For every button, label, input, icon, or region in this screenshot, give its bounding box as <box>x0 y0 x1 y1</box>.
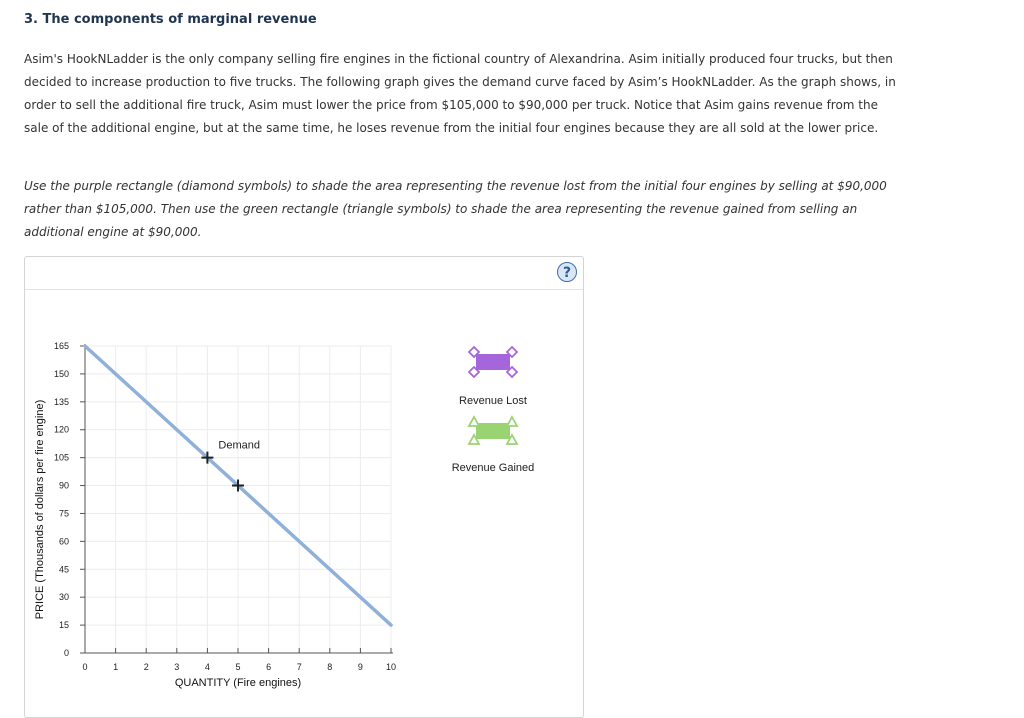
instructions-paragraph: Use the purple rectangle (diamond symbols) to shade the area representing the revenue lost from the initial four engines by selling at $90,000 rather than $105,000. Then use the green rectangle (triangle symbols) to shade the area representing the revenue gained from selling an additional engine at $90,000. <box>24 179 887 239</box>
y-tick-label: 60 <box>58 536 69 547</box>
x-tick-label: 7 <box>296 662 302 672</box>
intro-paragraph: Asim's HookNLadder is the only company selling fire engines in the fictional country of Alexandrina. Asim initially produced four trucks, but then decided to increase production to five trucks. The following graph gives the demand curve faced by Asim’s HookNLadder. As the graph shows, in order to sell the additional fire truck, Asim must lower the price from $105,000 to $90,000 per truck. Notice that Asim gains revenue from the sale of the additional engine, but at the same time, he loses revenue from the initial four engines because they are all sold at the lower price. <box>24 52 896 135</box>
y-tick-label: 75 <box>58 508 69 519</box>
section-heading: 3. The components of marginal revenue <box>24 12 317 27</box>
y-tick-label: 105 <box>53 452 69 463</box>
x-axis-label: QUANTITY (Fire engines) <box>174 677 302 689</box>
y-tick-label: 120 <box>53 424 69 435</box>
x-tick-label: 10 <box>385 662 397 672</box>
x-tick-label: 0 <box>82 662 88 672</box>
y-tick-label: 0 <box>63 648 69 658</box>
x-tick-label: 8 <box>327 662 333 672</box>
y-tick-label: 45 <box>58 564 69 575</box>
y-tick-label: 15 <box>58 620 69 631</box>
y-tick-label: 135 <box>53 396 69 407</box>
y-tick-label: 90 <box>58 480 69 491</box>
y-tick-label: 30 <box>58 592 69 603</box>
x-tick-label: 3 <box>174 662 180 672</box>
x-tick-label: 4 <box>204 662 210 672</box>
x-tick-label: 5 <box>235 662 241 672</box>
graph-panel <box>24 256 584 718</box>
x-tick-label: 1 <box>113 662 119 672</box>
x-tick-label: 6 <box>266 662 272 672</box>
demand-curve-label: Demand <box>218 439 260 452</box>
y-tick-label: 165 <box>53 341 69 351</box>
revenue-gained-rect[interactable] <box>476 423 510 439</box>
revenue-lost-rect[interactable] <box>476 354 510 370</box>
revenue-gained-triangle-handle[interactable] <box>469 417 479 426</box>
y-tick-label: 150 <box>53 368 69 379</box>
revenue-lost-label: Revenue Lost <box>459 395 527 407</box>
x-tick-label: 2 <box>143 662 149 672</box>
x-tick-label: 9 <box>357 662 363 672</box>
y-axis-label: PRICE (Thousands of dollars per fire engine) <box>34 399 46 620</box>
revenue-gained-label: Revenue Gained <box>451 462 535 474</box>
revenue-gained-triangle-handle[interactable] <box>507 417 517 426</box>
demand-chart <box>25 257 583 695</box>
help-icon[interactable]: ? <box>557 262 577 282</box>
